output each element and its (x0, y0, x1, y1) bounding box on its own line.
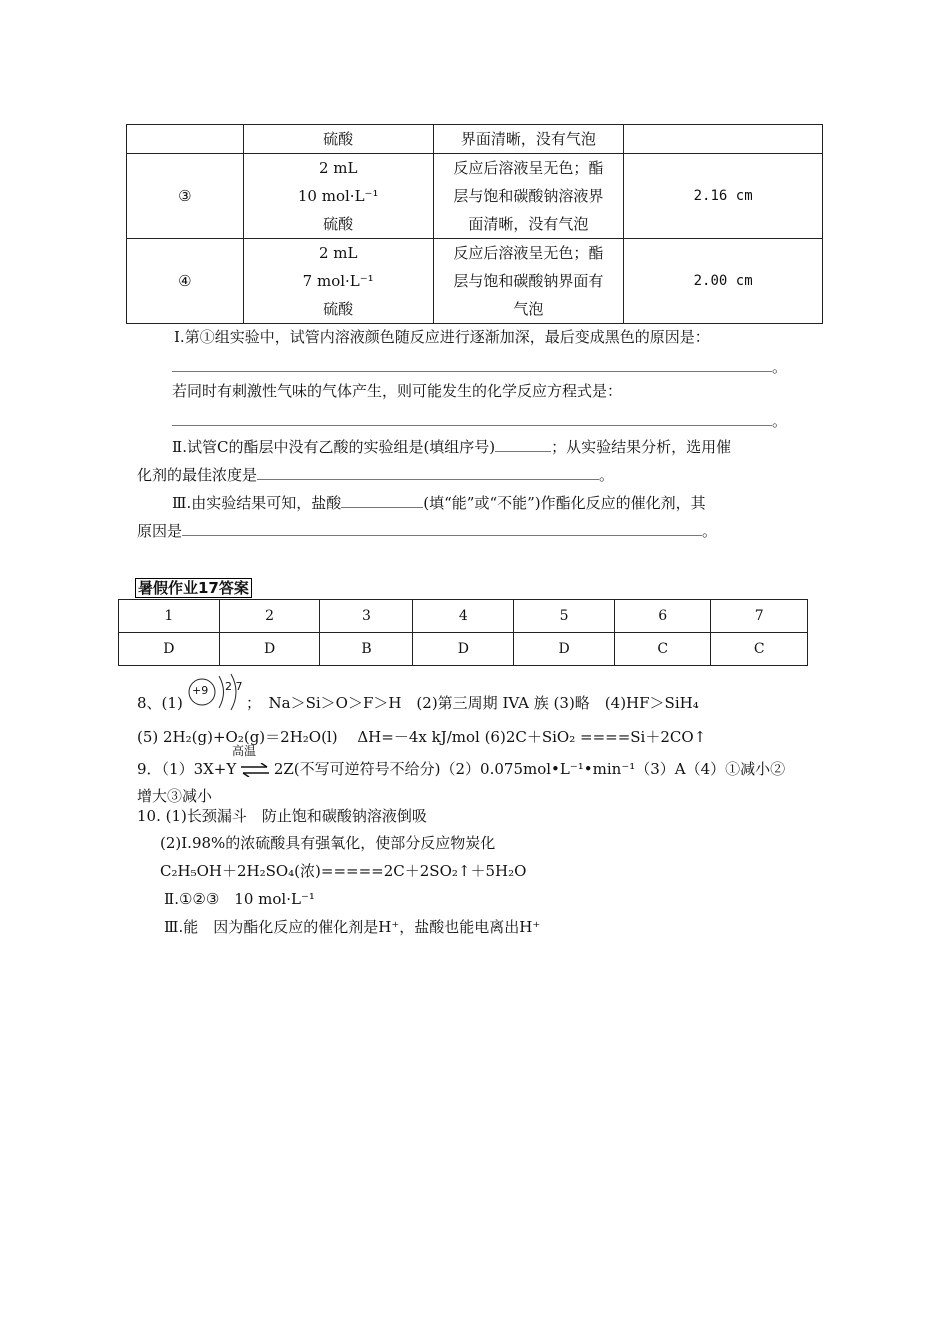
answer-8-line-1: ； Na＞Si＞O＞F＞H (2)第三周期 IVA 族 (3)略 (4)HF＞SiH₄ (246, 694, 699, 712)
answer-8-prefix: 8、(1) (137, 694, 183, 712)
electron-shell-1 (219, 676, 224, 708)
table-cell: 7 (711, 600, 808, 633)
phenomenon-cell (433, 239, 624, 324)
acid-line: 7 mol·L⁻¹ (302, 272, 374, 290)
acid-cell (243, 125, 433, 154)
phenomenon-line: 反应后溶液呈无色；酯 (453, 244, 604, 262)
table-row (127, 239, 823, 324)
answer-blank[interactable] (172, 357, 772, 372)
table-row (127, 125, 823, 154)
acid-cell (243, 154, 433, 239)
question-text: 化剂的最佳浓度是 (137, 466, 258, 484)
question-text: 原因是 (137, 522, 183, 540)
answer-10-line-5: Ⅲ.能 因为酯化反应的催化剂是H⁺，盐酸也能电离出H⁺ (164, 918, 541, 936)
answer-blank[interactable] (182, 521, 702, 536)
answer-text: 9．（1）3X+Y (137, 760, 237, 778)
acid-line: 2 mL (318, 159, 358, 177)
phenomenon-line: 层与饱和碳酸钠溶液界 (453, 187, 604, 205)
period: 。 (772, 412, 788, 430)
answer-8-line-2: (5) 2H₂(g)+O₂(g)＝2H₂O(l) ΔH=－4x kJ/mol (6)2C＋SiO₂ ====Si＋2CO↑ (137, 728, 707, 746)
answer-text: 2Z(不写可逆符号不给分)（2）0.075mol•L⁻¹•min⁻¹（3）A（4）①减小② (273, 760, 786, 778)
phenomenon-line: 气泡 (513, 300, 544, 318)
answer-9-line-1 (137, 758, 785, 780)
table-row (119, 633, 808, 666)
acid-line: 硫酸 (323, 130, 354, 148)
table-row (119, 600, 808, 633)
question-text: Ⅲ.由实验结果可知，盐酸 (172, 494, 342, 512)
acid-line: 硫酸 (323, 215, 354, 233)
question-3-line-1 (172, 492, 706, 514)
period: 。 (772, 358, 788, 376)
question-text: Ⅱ.试管C的酯层中没有乙酸的实验组是(填组序号) (172, 438, 496, 456)
answer-10-line-1: 10. (1)长颈漏斗 防止饱和碳酸钠溶液倒吸 (137, 807, 427, 825)
answer-table (118, 599, 808, 666)
question-1-line-1: Ⅰ.第①组实验中，试管内溶液颜色随反应进行逐渐加深，最后变成黑色的原因是： (174, 328, 710, 346)
answers-title-text: 暑假作业17答案 (135, 578, 252, 598)
acid-line: 10 mol·L⁻¹ (297, 187, 379, 205)
phenomenon-cell (433, 125, 624, 154)
answer-10-line-4: Ⅱ.①②③ 10 mol·L⁻¹ (164, 890, 315, 908)
table-cell: 5 (514, 600, 615, 633)
question-1-line-3: 若同时有刺激性气味的气体产生，则可能发生的化学反应方程式是： (172, 382, 623, 400)
question-1-answer-line-2 (172, 410, 787, 432)
thickness-cell (624, 125, 823, 154)
question-2-line-1 (172, 436, 731, 458)
table-cell: 1 (119, 600, 220, 633)
acid-line: 硫酸 (323, 300, 354, 318)
phenomenon-line: 层与饱和碳酸钠界面有 (453, 272, 604, 290)
table-cell: C (711, 633, 808, 666)
answer-blank[interactable] (257, 465, 599, 480)
answer-10-line-2: (2)Ⅰ.98%的浓硫酸具有强氧化，使部分反应物炭化 (160, 834, 496, 852)
table-cell: C (614, 633, 710, 666)
high-temp-label: 高温 (232, 744, 257, 758)
question-2-line-2 (137, 464, 614, 486)
period: 。 (702, 522, 718, 540)
answer-blank[interactable] (495, 437, 551, 452)
question-3-line-2 (137, 520, 717, 542)
phenomenon-cell (433, 154, 624, 239)
answer-10-line-3: C₂H₅OH＋2H₂SO₄(浓)=====2C＋2SO₂↑＋5H₂O (160, 862, 527, 880)
group-cell: ③ (127, 154, 244, 239)
table-cell: D (219, 633, 320, 666)
table-cell: D (413, 633, 514, 666)
nucleus-label: +9 (192, 684, 209, 697)
table-cell: D (514, 633, 615, 666)
thickness-cell: 2.00 cm (624, 239, 823, 324)
answers-title (135, 577, 252, 598)
answer-9-line-2: 增大③减小 (137, 787, 213, 805)
question-text: (填“能”或“不能”)作酯化反应的催化剂，其 (423, 494, 706, 512)
experiment-table (126, 124, 823, 324)
reversible-arrow-icon (241, 763, 269, 777)
table-cell: 4 (413, 600, 514, 633)
table-cell: B (320, 633, 413, 666)
question-text: ；从实验结果分析，选用催 (551, 438, 732, 456)
table-cell: 6 (614, 600, 710, 633)
shell-label: 2 7 (225, 680, 243, 693)
table-row (127, 154, 823, 239)
table-cell: 3 (320, 600, 413, 633)
period: 。 (599, 466, 615, 484)
phenomenon-line: 面清晰，没有气泡 (468, 215, 589, 233)
answer-blank[interactable] (341, 493, 423, 508)
thickness-cell: 2.16 cm (624, 154, 823, 239)
phenomenon-line: 反应后溶液呈无色；酯 (453, 159, 604, 177)
group-cell (127, 125, 244, 154)
phenomenon-line: 界面清晰，没有气泡 (460, 130, 596, 148)
question-1-answer-line (172, 356, 787, 378)
group-cell: ④ (127, 239, 244, 324)
acid-line: 2 mL (318, 244, 358, 262)
acid-cell (243, 239, 433, 324)
answer-blank[interactable] (172, 411, 772, 426)
table-cell: D (119, 633, 220, 666)
table-cell: 2 (219, 600, 320, 633)
